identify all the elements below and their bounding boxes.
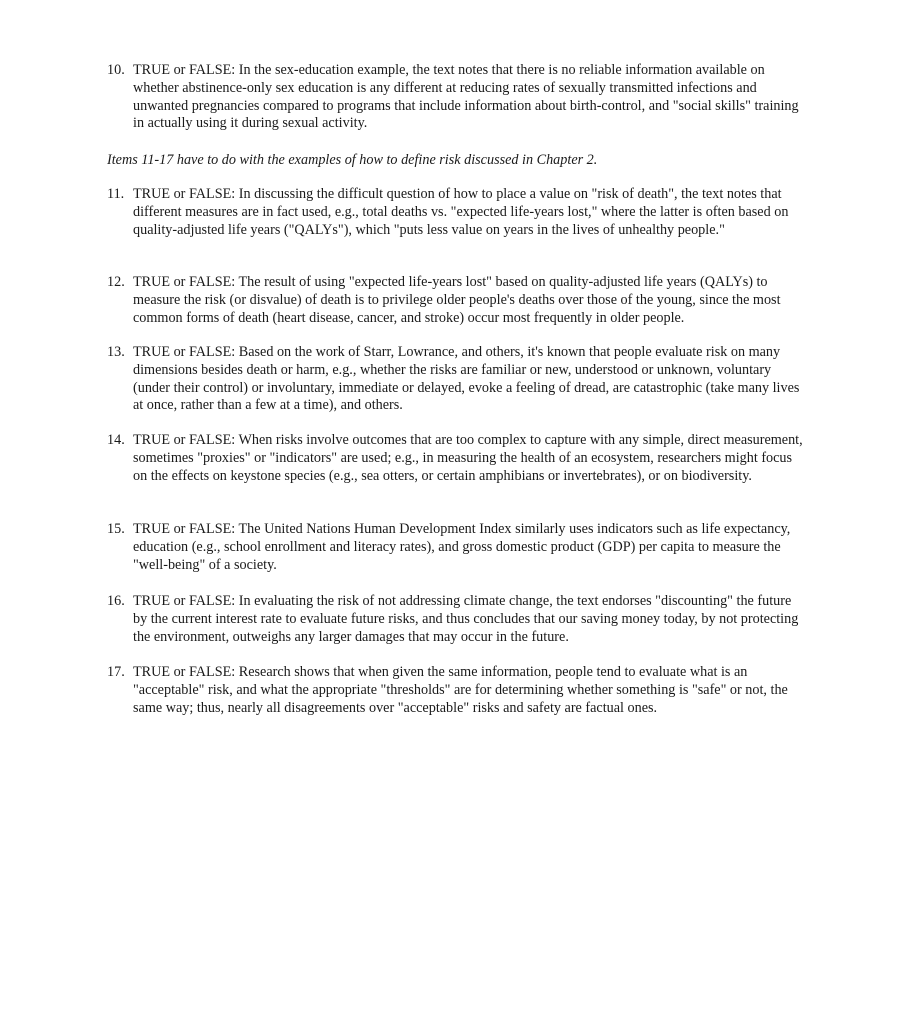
- question-number: 11.: [107, 186, 125, 202]
- question-14: [107, 432, 807, 485]
- question-number: 10.: [107, 62, 125, 78]
- question-text: TRUE or FALSE: When risks involve outcomes that are too complex to capture with any simple, direct measurement, sometimes "proxies" or "indicators" are used; e.g., in measuring the health of an ecosystem, researchers might focus on the effects on keystone species (e.g., sea otters, or certain amphibians or invertebrates), or on biodiversity.: [133, 432, 803, 484]
- question-13: [107, 344, 807, 415]
- question-number: 13.: [107, 344, 125, 360]
- question-text: TRUE or FALSE: In evaluating the risk of not addressing climate change, the text endorses "discounting" the future by the current interest rate to evaluate future risks, and thus concludes that our saving money today, by not protecting the environment, outweighs any larger damages that may occur in the future.: [133, 593, 799, 645]
- question-text: TRUE or FALSE: Research shows that when given the same information, people tend to evaluate what is an "acceptable" risk, and what the appropriate "thresholds" are for determining whether something is "safe" or not, the same way; thus, nearly all disagreements over "acceptable" risks and safety are factual ones.: [133, 664, 788, 716]
- question-text: TRUE or FALSE: Based on the work of Starr, Lowrance, and others, it's known that people evaluate risk on many dimensions besides death or harm, e.g., whether the risks are familiar or new, understood or unknown, voluntary (under their control) or involuntary, immediate or delayed, evoke a feeling of dread, are catastrophic (take many lives at once, rather than a few at a time), and others.: [133, 344, 800, 414]
- question-11: [107, 186, 807, 239]
- section-note: Items 11-17 have to do with the examples of how to define risk discussed in Chapter 2.: [107, 152, 598, 168]
- question-text: TRUE or FALSE: The United Nations Human Development Index similarly uses indicators such as life expectancy, education (e.g., school enrollment and literacy rates), and gross domestic product (GDP) per capita to measure the "well-being" of a society.: [133, 521, 791, 573]
- question-number: 14.: [107, 432, 125, 448]
- question-17: [107, 664, 807, 717]
- question-16: [107, 593, 807, 646]
- question-number: 16.: [107, 593, 125, 609]
- question-text: TRUE or FALSE: In the sex-education example, the text notes that there is no reliable information available on whether abstinence-only sex education is any different at reducing rates of sexually transmitted infections and unwanted pregnancies compared to programs that include information about birth-control, and "social skills" training in actually using it during sexual activity.: [133, 62, 799, 132]
- question-text: TRUE or FALSE: The result of using "expected life-years lost" based on quality-adjusted life years (QALYs) to measure the risk (or disvalue) of death is to privilege older people's deaths over those of the young, since the most common forms of death (heart disease, cancer, and stroke) occur most frequently in older people.: [133, 274, 781, 326]
- question-number: 12.: [107, 274, 125, 290]
- question-number: 17.: [107, 664, 125, 680]
- question-10: [107, 62, 807, 133]
- question-number: 15.: [107, 521, 125, 537]
- question-text: TRUE or FALSE: In discussing the difficult question of how to place a value on "risk of death", the text notes that different measures are in fact used, e.g., total deaths vs. "expected life-years lost," where the latter is often based on quality-adjusted life years ("QALYs"), which "puts less value on years in the lives of unhealthy people.": [133, 186, 789, 238]
- question-12: [107, 274, 807, 327]
- question-15: [107, 521, 807, 574]
